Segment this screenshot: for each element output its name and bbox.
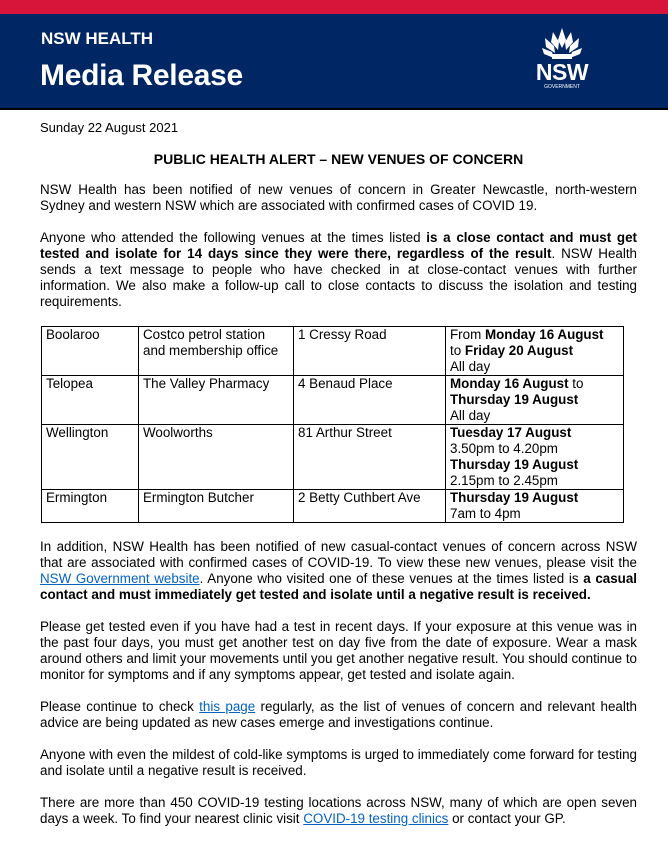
time-segment: Thursday 19 August [450,392,579,407]
time-segment: to [568,376,584,391]
venue-venue: The Valley Pharmacy [139,376,294,425]
covid-testing-clinics-link[interactable]: COVID-19 testing clinics [303,811,449,826]
release-body [40,120,637,843]
time-segment: Thursday 19 August [450,490,579,505]
venue-address: 2 Betty Cuthbert Ave [294,490,446,523]
intro-paragraph: NSW Health has been notified of new venues of concern in Greater Newcastle, north-western Sydney and western NSW which are associated with confirmed cases of COVID 19. [40,182,637,213]
header-red-bar [0,0,668,14]
venue-time [446,376,624,425]
logo-text: NSW [535,59,589,85]
release-date: Sunday 22 August 2021 [40,120,179,135]
time-segment: 7am to 4pm [450,506,521,521]
time-segment: Monday 16 August [450,376,569,391]
venue-suburb: Telopea [42,376,139,425]
venue-address: 4 Benaud Place [294,376,446,425]
org-name: NSW HEALTH [41,29,154,48]
page-title: Media Release [40,59,243,92]
venue-time [446,425,624,490]
testing-locations-paragraph: There are more than 450 COVID-19 testing locations across NSW, many of which are open seven days a week. To find your nearest clinic visit COVID-19 testing clinics or contact your GP. [40,795,637,826]
time-segment: Friday 20 August [464,343,574,358]
time-segment: 3.50pm to 4.20pm [450,441,558,456]
venue-suburb: Ermington [42,490,139,523]
casual-contact-paragraph: In addition, NSW Health has been notified of new casual-contact venues of concern across NSW that are associated with confirmed cases of COVID-19. To view these new venues, please visit the NSW Government website. Anyone who visited one of these venues at the times listed is a casual contact and must immediately get tested and isolate until a negative result is received. [40,539,638,602]
venue-venue: Ermington Butcher [139,490,294,523]
testing-advice-paragraph: Please get tested even if you have had a test in recent days. If your exposure at this venue was in the past four days, you must get another test on day five from the date of exposure. Wear a mask around others and limit your movements until you get another negative result. You should continue to monitor for symptoms and if any symptoms appear, get tested and isolate again. [40,619,638,682]
venue-venue: Woolworths [139,425,294,490]
this-page-link[interactable]: this page [199,699,256,714]
time-segment: Monday 16 August [484,327,604,342]
headline: PUBLIC HEALTH ALERT – NEW VENUES OF CONCERN [153,151,524,167]
time-segment: All day [450,408,491,423]
venue-venue: Costco petrol station and membership office [139,327,294,376]
nsw-government-website-link[interactable]: NSW Government website [40,571,200,586]
nsw-government-logo [532,26,592,90]
time-segment: 2.15pm to 2.45pm [450,473,558,488]
symptoms-paragraph: Anyone with even the mildest of cold-like symptoms is urged to immediately come forward for testing and isolate until a negative result is received. [40,747,637,778]
time-segment: Thursday 19 August [450,457,579,472]
venue-suburb: Wellington [42,425,139,490]
venue-address: 81 Arthur Street [294,425,446,490]
check-page-paragraph: Please continue to check this page regularly, as the list of venues of concern and relevant health advice are being updated as new cases emerge and investigations continue. [40,699,637,730]
venue-suburb: Boolaroo [42,327,139,376]
venue-row [42,327,624,376]
waratah-icon [540,26,584,60]
venue-time [446,490,624,523]
venues-table [41,326,624,523]
venue-row [42,425,624,490]
time-segment: Tuesday 17 August [450,425,572,440]
venue-row [42,490,624,523]
time-segment: to [450,343,465,358]
venue-time [446,327,624,376]
venue-row [42,376,624,425]
time-segment: From [450,327,485,342]
close-contact-paragraph: Anyone who attended the following venues at the times listed is a close contact and must get tested and isolate for 14 days since they were there, regardless of the result. NSW Health sends a text message to people who have checked in at close-contact venues with further information. We also make a follow-up call to close contacts to discuss the isolation and testing requirements. [40,230,637,309]
venue-address: 1 Cressy Road [294,327,446,376]
time-segment: All day [450,359,491,374]
logo-subtext: GOVERNMENT [544,84,580,90]
